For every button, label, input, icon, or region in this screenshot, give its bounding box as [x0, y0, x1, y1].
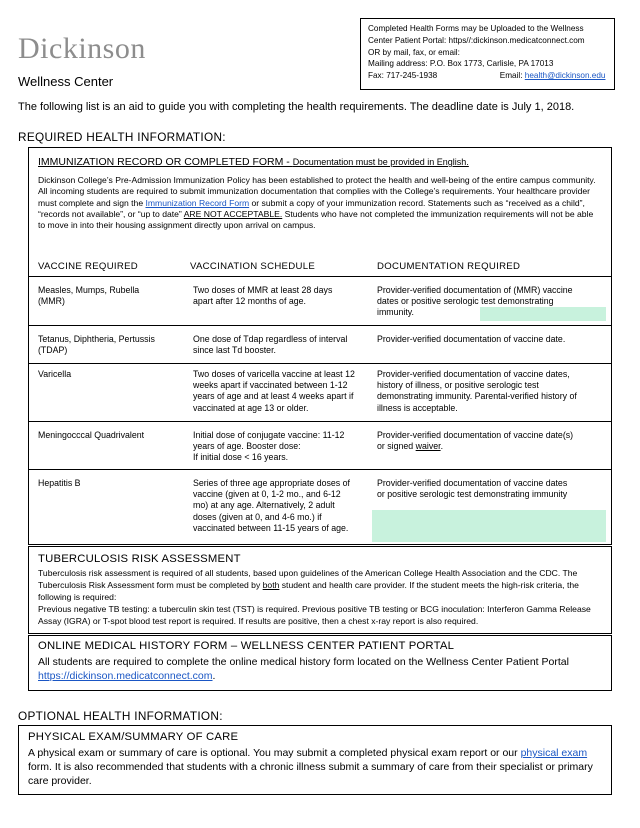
documentation-mmr: Provider-verified documentation of (MMR) vaccine dates or positive serologic test demonstrating immunity.	[377, 285, 573, 318]
documentation-tdap: Provider-verified documentation of vaccine date.	[377, 334, 566, 344]
immunization-title-text: IMMUNIZATION RECORD OR COMPLETED FORM -	[38, 156, 293, 168]
schedule-text: If initial dose < 16 years.	[193, 452, 289, 463]
history-text: .	[212, 669, 216, 682]
column-header-documentation: DOCUMENTATION REQUIRED	[377, 261, 521, 272]
both-text: both	[262, 580, 280, 590]
immunization-title-note: Documentation must be provided in English.	[292, 157, 469, 167]
physical-text: A physical exam or summary of care is optional. You may submit a completed physical exam report or our	[28, 747, 521, 759]
patient-portal-link[interactable]: https://dickinson.medicatconnect.com	[38, 669, 213, 682]
medical-history-title: ONLINE MEDICAL HISTORY FORM – WELLNESS CENTER PATIENT PORTAL	[38, 640, 455, 652]
tuberculosis-text	[38, 567, 604, 627]
physical-exam-link[interactable]: physical exam	[520, 747, 588, 759]
table-divider	[28, 469, 611, 470]
contact-line	[368, 70, 614, 82]
schedule-meningococcal	[193, 430, 353, 464]
email-link[interactable]: health@dickinson.edu	[524, 71, 606, 81]
table-divider	[28, 325, 611, 326]
optional-heading: OPTIONAL HEALTH INFORMATION:	[18, 709, 223, 723]
contact-line: OR by mail, fax, or email:	[368, 47, 460, 57]
documentation-hepatitis-b: Provider-verified documentation of vaccine dates or positive serologic test demonstrating immunity	[377, 478, 568, 500]
policy-text: Dickinson College’s Pre-Admission Immunization Policy has been established to protect the health and well-being of the entire campus community. All incoming students are required to submit immunization documentation that complies with the College’s requirements. Your healthcare provider must complete and sign the	[38, 175, 596, 208]
schedule-varicella: Two doses of varicella vaccine at least 12 weeks apart if vaccinated between 1-12 years of age and at least 4 weeks apart if vaccinated at age 13 or older.	[193, 369, 355, 413]
vaccine-tdap: Tetanus, Diphtheria, Pertussis (TDAP)	[38, 334, 155, 356]
history-text: All students are required to complete the online medical history form located on the Wellness Center Patient Portal	[38, 656, 569, 668]
email-label: Email:	[499, 71, 523, 81]
table-divider	[28, 363, 611, 364]
contact-box	[360, 18, 615, 90]
physical-exam-title: PHYSICAL EXAM/SUMMARY OF CARE	[28, 731, 239, 743]
immunization-title	[38, 156, 469, 168]
physical-exam-text	[28, 746, 608, 788]
immunization-policy	[38, 175, 598, 231]
tb-text: student and health care provider. If the student meets the high-risk criteria, the following is required:	[38, 580, 579, 602]
schedule-mmr: Two doses of MMR at least 28 days apart after 12 months of age.	[193, 285, 333, 307]
contact-line: Mailing address: P.O. Box 1773, Carlisle, PA 17013	[368, 59, 554, 69]
intro-text: The following list is an aid to guide you with completing the health requirements. The deadline date is July 1, 2018.	[18, 101, 575, 113]
not-acceptable-text: ARE NOT ACCEPTABLE.	[183, 208, 283, 219]
table-divider	[28, 421, 611, 422]
vaccine-varicella: Varicella	[38, 369, 72, 379]
tb-text: Tuberculosis risk assessment is required of all students, based upon guidelines of the American College Health Association and the CDC. The Tuberculosis Risk Assessment form must be completed by	[38, 568, 578, 590]
physical-text: form. It is also recommended that students with a chronic illness submit a summary of care from their specialist or primary care provider.	[28, 761, 593, 787]
documentation-text: Provider-verified documentation of vaccine date(s) or signed	[377, 430, 574, 452]
schedule-tdap: One dose of Tdap regardless of interval since last Td booster.	[193, 334, 348, 356]
schedule-text: Initial dose of conjugate vaccine: 11-12 years of age. Booster dose:	[193, 430, 345, 452]
column-header-schedule: VACCINATION SCHEDULE	[190, 261, 316, 272]
documentation-varicella: Provider-verified documentation of vaccine dates, history of illness, or positive serologic test demonstrating immunity. Parental-verified history of illness is acceptable.	[377, 369, 577, 413]
column-header-vaccine: VACCINE REQUIRED	[38, 261, 139, 272]
tb-text: Previous negative TB testing: a tuberculin skin test (TST) is required. Previous positive TB testing or BCG inoculation: Interferon Gamma Release Assay (IGRA) or T-spot blood test report is required. If results are positive, then a chest x-ray report is also required.	[38, 604, 591, 626]
contact-line: Center Patient Portal: https//:dickinson.medicatconnect.com	[368, 35, 585, 45]
policy-text: Students who have not completed the immunization requirements will not be able to move in into their housing assignment directly upon arrival on campus.	[38, 208, 594, 231]
vaccine-mmr: Measles, Mumps, Rubella (MMR)	[38, 285, 140, 307]
policy-text: or submit a copy of your immunization record. Statements such as “received as a child”, “records not available”, or “up to date”	[38, 197, 585, 219]
medical-history-text	[38, 656, 604, 684]
immunization-record-form-link[interactable]: Immunization Record Form	[145, 197, 250, 208]
tuberculosis-title: TUBERCULOSIS RISK ASSESSMENT	[38, 553, 241, 565]
table-divider	[28, 276, 611, 277]
required-heading: REQUIRED HEALTH INFORMATION:	[18, 130, 226, 144]
vaccine-hepatitis-b: Hepatitis B	[38, 478, 81, 488]
documentation-meningococcal	[377, 430, 577, 452]
dickinson-logo: Dickinson	[18, 32, 146, 65]
schedule-hepatitis-b: Series of three age appropriate doses of vaccine (given at 0, 1-2 mo., and 6-12 mo) at any age. Alternatively, 2 adult doses (given at 0, and 4-6 mo.) if vaccinated between 11-15 years of age.	[193, 478, 350, 533]
waiver-link[interactable]: waiver	[415, 441, 441, 452]
fax-number: Fax: 717-245-1938	[368, 71, 438, 81]
contact-line: Completed Health Forms may be Uploaded to the Wellness	[368, 24, 584, 33]
department-name: Wellness Center	[18, 74, 114, 89]
documentation-text: .	[440, 441, 444, 452]
highlight-box	[372, 510, 606, 542]
vaccine-meningococcal: Meningocccal Quadrivalent	[38, 430, 145, 440]
